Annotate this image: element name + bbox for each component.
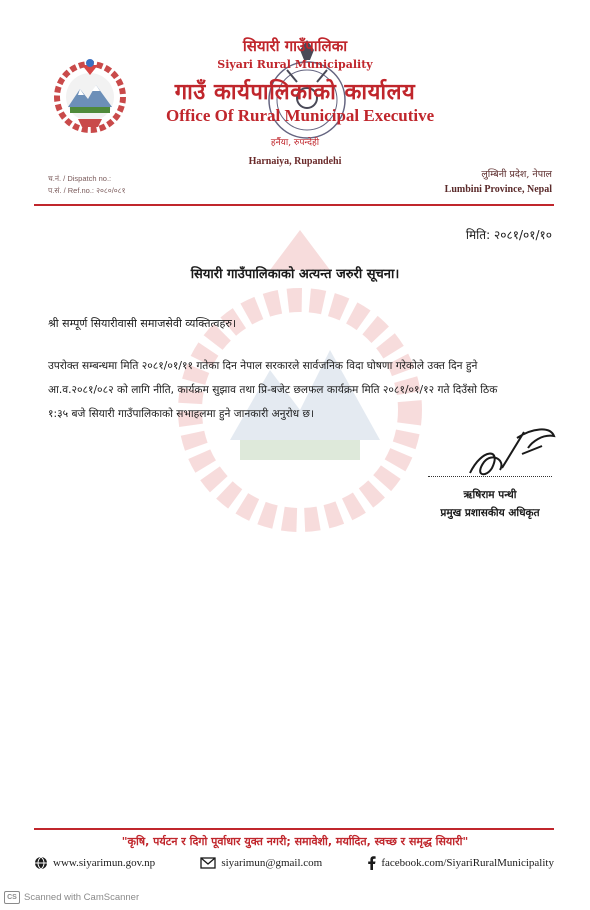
municipality-name-en: Siyari Rural Municipality [217, 58, 373, 71]
mail-icon [200, 857, 216, 869]
website-link[interactable]: www.siyarimun.gov.np [53, 857, 156, 869]
notice-body [48, 354, 558, 426]
office-location-np: हर्नैया, रुपन्देही [270, 138, 320, 148]
province-block [445, 167, 552, 197]
reference-block [48, 173, 125, 197]
email-link[interactable]: siyarimun@gmail.com [221, 857, 323, 869]
office-address-en: Harnaiya, Rupandehi [248, 156, 342, 167]
notice-title: सियारी गाउँपालिकाको अत्यन्त जरुरी सूचना। [190, 267, 400, 282]
letter-date: मिति: २०८१/०१/१० [465, 228, 552, 242]
body-line: उपरोक्त सम्बन्धमा मिति २०८१/०१/११ गतेका दिन नेपाल सरकारले सार्वजनिक विदा घोषणा गरेकोले उक्त दिन हुने [48, 360, 478, 372]
body-line: आ.व.२०८१/०८२ को लागि नीति, कार्यक्रम सुझाव तथा प्रि-बजेट छलफल कार्यक्रम मिति २०८१/०१/१२ गते दिउँसो ठिक [48, 384, 498, 396]
signature-line [428, 476, 552, 477]
facebook-contact [367, 856, 554, 870]
footer-divider [34, 828, 554, 830]
body-line: १:३५ बजे सियारी गाउँपालिकाको सभाहलमा हुने जानकारी अनुरोध छ। [48, 408, 314, 420]
municipality-name-np: सियारी गाउँपालिका [242, 37, 348, 55]
office-name-en: Office Of Rural Municipal Executive [166, 106, 435, 125]
signatory-name: ऋषिराम पन्थी [463, 489, 517, 501]
office-name-np: गाउँ कार्यपालिकाको कार्यालय [174, 79, 416, 105]
province-np: लुम्बिनी प्रदेश, नेपाल [481, 169, 552, 180]
globe-icon [34, 856, 48, 870]
signatory-title: प्रमुख प्रशासकीय अधिकृत [440, 507, 540, 519]
camscanner-watermark [4, 891, 139, 904]
province-en: Lumbini Province, Nepal [444, 184, 552, 195]
header-divider [34, 204, 554, 206]
facebook-icon [367, 856, 376, 870]
email-contact [200, 857, 322, 869]
camscanner-badge: CS [4, 891, 20, 904]
salutation: श्री सम्पूर्ण सियारीवासी समाजसेवी व्यक्तित्वहरु। [48, 317, 237, 330]
dispatch-number: च.नं. / Dispatch no.: [48, 174, 112, 183]
reference-number: प.सं. / Ref.no.: २०८०/०८१ [48, 186, 126, 195]
website-contact [34, 856, 155, 870]
signature [462, 418, 562, 488]
facebook-link[interactable]: facebook.com/SiyariRuralMunicipality [381, 857, 554, 869]
footer-motto: "कृषि, पर्यटन र दिगो पूर्वाधार युक्त नगरी; समावेशी, मर्यादित, स्वच्छ र समृद्ध सियारी" [121, 835, 469, 848]
camscanner-text: Scanned with CamScanner [24, 892, 140, 903]
footer-contacts [34, 856, 554, 870]
